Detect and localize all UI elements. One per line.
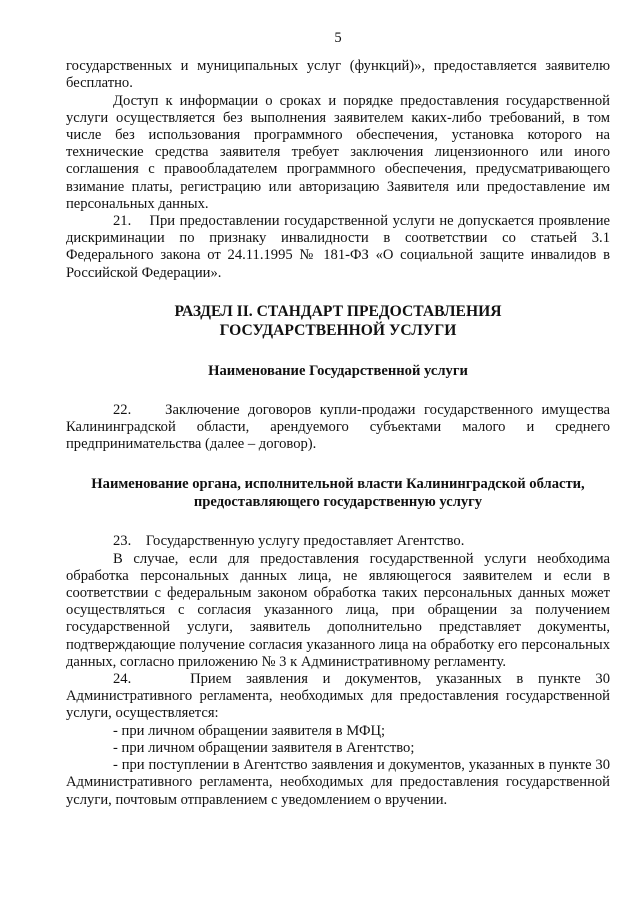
paragraph-access-info: Доступ к информации о сроках и порядке предоставления государственной услуги осуществляется без выполнения заявителем каких-либо требований, в том числе без использования программного обеспечения, установка которого на технические средства заявителя требует заключения лицензионного или иного соглашения с правообладателем программного обеспечения, предусматривающего взимание платы, регистрацию или авторизацию Заявителя или предоставление им персональных данных.: [66, 92, 610, 212]
heading-service-name: Наименование Государственной услуги: [208, 362, 468, 379]
list-item-post: - при поступлении в Агентство заявления и документов, указанных в пункте 30 Административного регламента, необходимых для предоставления государственной услуги, почтовым отправлением с уведомлением о вручении.: [66, 757, 610, 808]
page-number: 5: [334, 30, 342, 46]
paragraph-continuation: государственных и муниципальных услуг (функций)», предоставляется заявителю бесплатно.: [66, 58, 610, 92]
list-item-agency: - при личном обращении заявителя в Агентство;: [113, 739, 415, 756]
heading-authority-line-1: Наименование органа, исполнительной власти Калининградской области,: [91, 476, 585, 493]
list-item-mfc: - при личном обращении заявителя в МФЦ;: [113, 722, 386, 739]
heading-authority: [66, 475, 610, 511]
paragraph-personal-data: В случае, если для предоставления государственной услуги необходима обработка персональных данных лица, не являющегося заявителем и если в соответствии с федеральным законом обработка таких персональных данных может осуществляться с согласия указанного лица, при обращении за получением государственной услуги, заявитель дополнительно представляет документы, подтверждающие получение согласия указанного лица на обработку его персональных данных, согласно приложению № 3 к Административному регламенту.: [66, 550, 610, 670]
paragraph-23: 23. Государственную услугу предоставляет Агентство.: [113, 533, 465, 550]
section-title-line-2: ГОСУДАРСТВЕННОЙ УСЛУГИ: [219, 321, 457, 339]
paragraph-24: 24. Прием заявления и документов, указанных в пункте 30 Административного регламента, необходимых для предоставления государственной услуги, осуществляется:: [66, 671, 610, 722]
paragraph-22: 22. Заключение договоров купли-продажи государственного имущества Калининградской области, арендуемого субъектами малого и среднего предпринимательства (далее – договор).: [66, 401, 610, 453]
section-title-line-1: РАЗДЕЛ II. СТАНДАРТ ПРЕДОСТАВЛЕНИЯ: [174, 302, 502, 320]
paragraph-21: 21. При предоставлении государственной услуги не допускается проявление дискриминации по признаку инвалидности в соответствии со статьей 3.1 Федерального закона от 24.11.1995 № 181-ФЗ «О социальной защите инвалидов в Российской Федерации».: [66, 213, 610, 281]
heading-authority-line-2: предоставляющего государственную услугу: [193, 494, 483, 511]
section-title: [66, 302, 610, 340]
